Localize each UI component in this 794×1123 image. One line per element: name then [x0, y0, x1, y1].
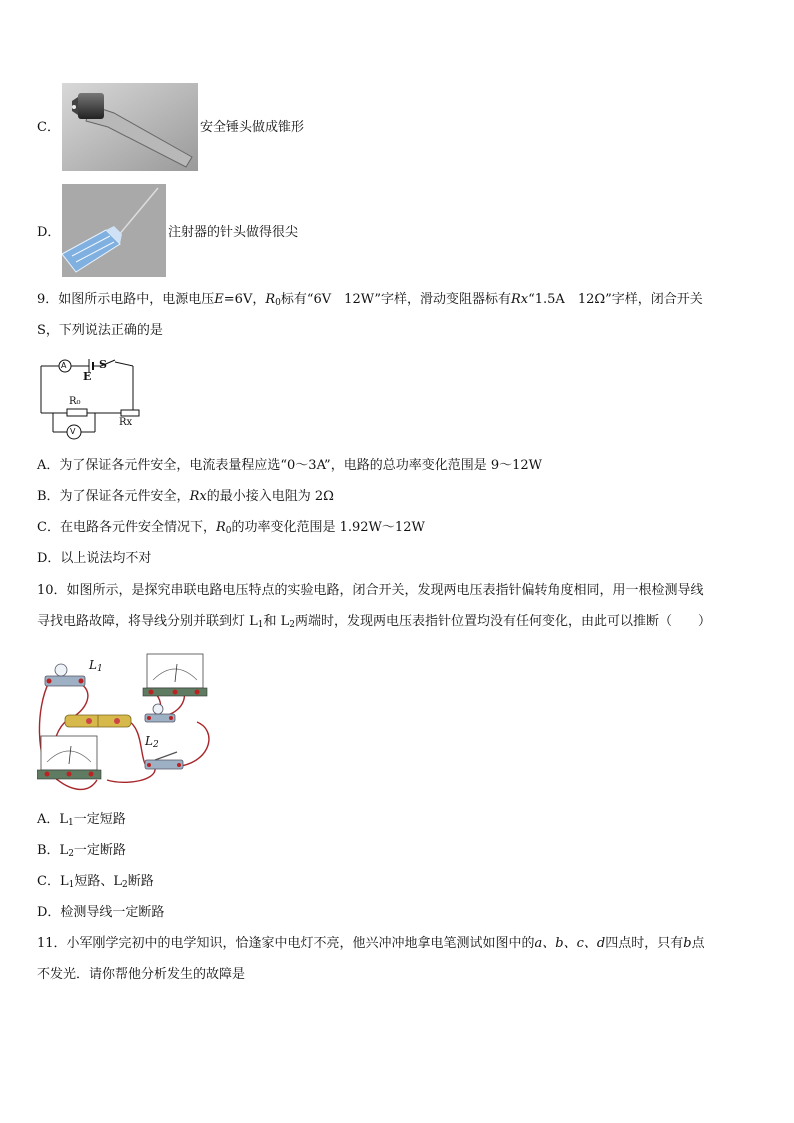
- question-10-circuit-figure: [37, 650, 212, 800]
- question-10-option-a: A．$L_1$一定短路: [37, 812, 126, 828]
- question-11-line-1: 11．小军刚学完初中的电学知识，恰逢家中电灯不亮，他兴冲冲地拿电笔测试如图中的a、b、c、d四点时，只有b点: [37, 936, 705, 951]
- question-9-line-2: S，下列说法正确的是: [37, 323, 163, 338]
- question-10-line-2: 寻找电路故障，将导线分别并联到灯 $L_1$和 $L_2$两端时，发现两电压表指针位置均没有任何变化，由此可以推断（ ）: [37, 614, 712, 630]
- l1-label: $L_1$: [89, 658, 103, 674]
- question-10-option-b: B．$L_2$一定断路: [37, 843, 126, 859]
- l2-label: $L_2$: [145, 734, 159, 750]
- question-9-option-d: D．以上说法均不对: [37, 551, 152, 566]
- question-10-line-1: 10．如图所示，是探究串联电路电压特点的实验电路，闭合开关，发现两电压表指针偏转角度相同，用一根检测导线: [37, 583, 704, 598]
- option-c-letter: C．: [37, 120, 60, 135]
- battery-label: E: [83, 370, 92, 383]
- question-9-line-1: 9．如图所示电路中，电源电压E=6V，$R_0$标有“6V 12W”字样，滑动变阻器标有Rx“1.5A 12Ω”字样，闭合开关: [37, 292, 703, 308]
- switch-label: S: [99, 358, 107, 371]
- rx-label: Rx: [119, 417, 133, 428]
- question-9-option-b: B．为了保证各元件安全，Rx的最小接入电阻为 2Ω: [37, 489, 334, 504]
- question-10-option-c: C．$L_1$短路、$L_2$断路: [37, 874, 154, 890]
- question-10-option-d: D．检测导线一定断路: [37, 905, 165, 920]
- safety-hammer-image: [62, 83, 198, 171]
- question-11-line-2: 不发光．请你帮他分析发生的故障是: [37, 967, 246, 982]
- ammeter-label: A: [61, 361, 67, 370]
- question-9-circuit-diagram: [37, 356, 141, 440]
- question-9-option-c: C．在电路各元件安全情况下，$R_0$的功率变化范围是 1.92W～12W: [37, 520, 425, 536]
- question-9-option-a: A．为了保证各元件安全，电流表量程应选“0～3A”，电路的总功率变化范围是 9～12W: [37, 458, 543, 473]
- option-d-text: 注射器的针头做得很尖: [168, 225, 299, 240]
- voltmeter-label: V: [70, 427, 76, 436]
- syringe-image: [62, 184, 166, 277]
- option-c-text: 安全锤头做成锥形: [200, 120, 305, 135]
- r0-label: R₀: [69, 396, 81, 407]
- option-d-letter: D．: [37, 225, 61, 240]
